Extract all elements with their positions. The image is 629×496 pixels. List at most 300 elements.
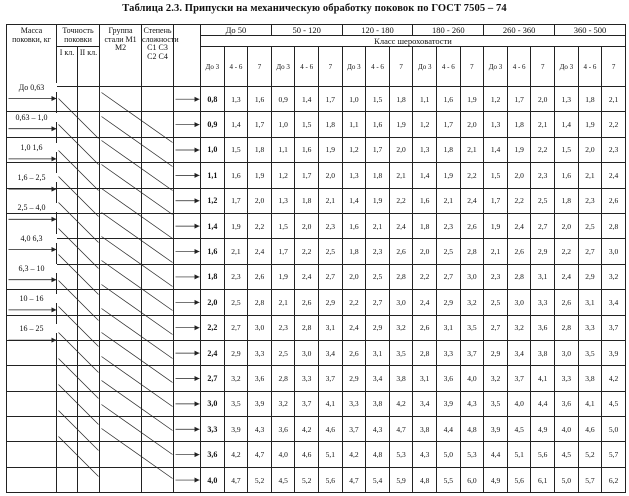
allowance-value: 2,9 bbox=[342, 366, 366, 391]
nomogram-cell bbox=[57, 417, 78, 442]
nomogram-cell bbox=[78, 366, 100, 391]
nomogram-cell bbox=[78, 239, 100, 264]
allowance-value: 6,0 bbox=[460, 467, 484, 492]
allowance-value: 3,2 bbox=[484, 366, 508, 391]
allowance-value: 3,3 bbox=[248, 340, 272, 365]
header-accuracy: Точность поковки bbox=[57, 25, 100, 47]
allowance-value: 2,6 bbox=[295, 290, 319, 315]
allowance-value: 2,4 bbox=[460, 188, 484, 213]
nomogram-cell bbox=[78, 340, 100, 365]
allowance-value: 1,1 bbox=[201, 163, 225, 188]
nomogram-cell bbox=[7, 239, 57, 264]
allowance-value: 2,7 bbox=[366, 290, 390, 315]
allowance-value: 4,3 bbox=[248, 417, 272, 442]
nomogram-cell bbox=[57, 213, 78, 238]
allowance-value: 5,3 bbox=[460, 442, 484, 467]
nomogram-cell bbox=[142, 315, 174, 340]
allowance-value: 1,5 bbox=[295, 112, 319, 137]
header-class: 4 - 6 bbox=[295, 47, 319, 87]
allowance-value: 5,0 bbox=[555, 467, 579, 492]
allowance-value: 3,9 bbox=[602, 340, 626, 365]
allowance-value: 4,2 bbox=[389, 391, 413, 416]
allowance-value: 2,7 bbox=[437, 264, 461, 289]
allowance-value: 1,9 bbox=[460, 87, 484, 112]
allowance-value: 1,4 bbox=[484, 137, 508, 162]
allowance-value: 1,2 bbox=[271, 163, 295, 188]
allowance-value: 2,0 bbox=[319, 163, 343, 188]
allowance-value: 1,6 bbox=[224, 163, 248, 188]
table-title: Таблица 2.3. Припуски на механическую обработку поковок по ГОСТ 7505 – 74 bbox=[122, 3, 507, 14]
allowance-value: 2,3 bbox=[531, 163, 555, 188]
nomogram-cell bbox=[100, 163, 142, 188]
allowance-value: 1,9 bbox=[484, 213, 508, 238]
allowance-value: 3,9 bbox=[437, 391, 461, 416]
allowance-value: 3,9 bbox=[224, 417, 248, 442]
header-class: 7 bbox=[602, 47, 626, 87]
allowance-value: 4,0 bbox=[201, 467, 225, 492]
allowance-value: 3,4 bbox=[413, 391, 437, 416]
header-class: До 3 bbox=[342, 47, 366, 87]
nomogram-cell bbox=[174, 112, 201, 137]
allowance-value: 2,0 bbox=[555, 213, 579, 238]
allowance-value: 3,0 bbox=[201, 391, 225, 416]
allowance-value: 2,3 bbox=[224, 264, 248, 289]
allowance-value: 4,2 bbox=[224, 442, 248, 467]
allowance-value: 1,6 bbox=[201, 239, 225, 264]
allowance-value: 3,6 bbox=[201, 442, 225, 467]
allowance-value: 3,5 bbox=[460, 315, 484, 340]
nomogram-cell bbox=[7, 417, 57, 442]
allowance-value: 2,2 bbox=[389, 188, 413, 213]
allowance-value: 1,7 bbox=[507, 87, 531, 112]
allowance-value: 4,9 bbox=[484, 467, 508, 492]
allowance-value: 2,8 bbox=[602, 213, 626, 238]
nomogram-cell bbox=[174, 87, 201, 112]
allowance-value: 2,1 bbox=[602, 87, 626, 112]
allowance-value: 5,2 bbox=[248, 467, 272, 492]
nomogram-cell bbox=[100, 264, 142, 289]
allowance-value: 3,3 bbox=[342, 391, 366, 416]
allowance-value: 4,5 bbox=[507, 417, 531, 442]
allowance-value: 2,7 bbox=[578, 239, 602, 264]
allowance-value: 1,7 bbox=[224, 188, 248, 213]
allowance-value: 2,1 bbox=[366, 213, 390, 238]
allowance-value: 1,5 bbox=[555, 137, 579, 162]
nomogram-cell bbox=[142, 137, 174, 162]
nomogram-cell bbox=[142, 112, 174, 137]
table-row bbox=[7, 137, 626, 162]
nomogram-cell bbox=[142, 417, 174, 442]
nomogram-cell bbox=[57, 442, 78, 467]
table-row bbox=[7, 315, 626, 340]
allowance-value: 1,3 bbox=[271, 188, 295, 213]
allowance-value: 4,7 bbox=[224, 467, 248, 492]
allowance-value: 1,6 bbox=[366, 112, 390, 137]
allowance-value: 1,9 bbox=[248, 163, 272, 188]
allowance-value: 1,5 bbox=[484, 163, 508, 188]
allowance-value: 3,3 bbox=[555, 366, 579, 391]
allowance-value: 5,9 bbox=[389, 467, 413, 492]
allowance-value: 2,1 bbox=[389, 163, 413, 188]
nomogram-cell bbox=[174, 391, 201, 416]
mass-label: 0,63 – 1,0 bbox=[7, 113, 57, 122]
nomogram-cell bbox=[142, 188, 174, 213]
allowance-value: 1,8 bbox=[413, 213, 437, 238]
allowance-value: 1,4 bbox=[224, 112, 248, 137]
nomogram-cell bbox=[142, 163, 174, 188]
allowance-value: 2,7 bbox=[484, 315, 508, 340]
allowance-value: 2,2 bbox=[555, 239, 579, 264]
allowance-value: 2,1 bbox=[531, 112, 555, 137]
allowance-value: 3,6 bbox=[248, 366, 272, 391]
allowance-value: 6,1 bbox=[531, 467, 555, 492]
allowance-value: 1,8 bbox=[507, 112, 531, 137]
allowance-value: 1,3 bbox=[484, 112, 508, 137]
allowance-value: 4,2 bbox=[295, 417, 319, 442]
header-complexity: Степень сложности С1 С3 С2 С4 bbox=[142, 25, 174, 87]
table-row bbox=[7, 87, 626, 112]
nomogram-cell bbox=[78, 87, 100, 112]
nomogram-cell bbox=[100, 290, 142, 315]
nomogram-cell bbox=[142, 340, 174, 365]
mass-label: 10 – 16 bbox=[7, 294, 57, 303]
nomogram-cell bbox=[78, 188, 100, 213]
allowance-value: 1,8 bbox=[319, 112, 343, 137]
nomogram-cell bbox=[174, 467, 201, 492]
nomogram-cell bbox=[174, 188, 201, 213]
header-class: 4 - 6 bbox=[507, 47, 531, 87]
allowance-value: 4,5 bbox=[602, 391, 626, 416]
nomogram-cell bbox=[57, 315, 78, 340]
header-steel-group: Группа стали М1 М2 bbox=[100, 25, 142, 87]
nomogram-cell bbox=[57, 391, 78, 416]
allowance-value: 3,5 bbox=[484, 391, 508, 416]
allowance-value: 2,7 bbox=[319, 264, 343, 289]
allowance-value: 1,5 bbox=[224, 137, 248, 162]
allowance-value: 4,6 bbox=[295, 442, 319, 467]
nomogram-cell bbox=[78, 391, 100, 416]
header-class: До 3 bbox=[271, 47, 295, 87]
header-class: 4 - 6 bbox=[366, 47, 390, 87]
allowance-value: 2,4 bbox=[389, 213, 413, 238]
nomogram-cell bbox=[78, 213, 100, 238]
allowance-value: 1,7 bbox=[437, 112, 461, 137]
nomogram-cell bbox=[57, 366, 78, 391]
allowance-value: 1,9 bbox=[271, 264, 295, 289]
mass-label: 6,3 – 10 bbox=[7, 264, 57, 273]
allowance-value: 1,8 bbox=[437, 137, 461, 162]
allowance-value: 2,5 bbox=[437, 239, 461, 264]
allowance-value: 2,9 bbox=[437, 290, 461, 315]
table-row bbox=[7, 467, 626, 492]
allowance-value: 1,0 bbox=[342, 87, 366, 112]
allowance-value: 2,3 bbox=[602, 137, 626, 162]
allowance-value: 3,4 bbox=[366, 366, 390, 391]
allowance-value: 2,5 bbox=[484, 290, 508, 315]
allowance-value: 3,2 bbox=[460, 290, 484, 315]
allowance-value: 2,0 bbox=[342, 264, 366, 289]
allowance-value: 2,3 bbox=[366, 239, 390, 264]
nomogram-cell bbox=[100, 87, 142, 112]
allowance-value: 2,3 bbox=[578, 188, 602, 213]
allowance-value: 5,2 bbox=[578, 442, 602, 467]
allowance-table bbox=[6, 24, 626, 493]
allowance-value: 2,3 bbox=[484, 264, 508, 289]
allowance-value: 5,0 bbox=[437, 442, 461, 467]
nomogram-cell bbox=[174, 340, 201, 365]
nomogram-cell bbox=[142, 213, 174, 238]
allowance-value: 2,5 bbox=[578, 213, 602, 238]
allowance-value: 2,1 bbox=[224, 239, 248, 264]
allowance-value: 1,1 bbox=[342, 112, 366, 137]
nomogram-cell bbox=[57, 264, 78, 289]
nomogram-cell bbox=[57, 112, 78, 137]
allowance-value: 3,4 bbox=[319, 340, 343, 365]
allowance-value: 1,4 bbox=[555, 112, 579, 137]
allowance-value: 2,4 bbox=[413, 290, 437, 315]
allowance-value: 1,8 bbox=[201, 264, 225, 289]
allowance-value: 2,6 bbox=[555, 290, 579, 315]
nomogram-cell bbox=[78, 112, 100, 137]
allowance-value: 5,7 bbox=[602, 442, 626, 467]
nomogram-cell bbox=[78, 315, 100, 340]
allowance-value: 2,8 bbox=[248, 290, 272, 315]
header-class: До 3 bbox=[413, 47, 437, 87]
allowance-value: 2,0 bbox=[531, 87, 555, 112]
nomogram-cell bbox=[100, 417, 142, 442]
nomogram-cell bbox=[142, 87, 174, 112]
allowance-value: 2,4 bbox=[295, 264, 319, 289]
allowance-value: 2,1 bbox=[578, 163, 602, 188]
allowance-value: 2,0 bbox=[295, 213, 319, 238]
allowance-value: 3,1 bbox=[578, 290, 602, 315]
allowance-value: 3,1 bbox=[319, 315, 343, 340]
mass-label: 16 – 25 bbox=[7, 324, 57, 333]
allowance-value: 3,2 bbox=[602, 264, 626, 289]
allowance-value: 3,5 bbox=[224, 391, 248, 416]
allowance-value: 4,1 bbox=[531, 366, 555, 391]
nomogram-cell bbox=[100, 340, 142, 365]
allowance-value: 1,1 bbox=[271, 137, 295, 162]
nomogram-cell bbox=[174, 213, 201, 238]
allowance-value: 5,1 bbox=[319, 442, 343, 467]
allowance-value: 1,7 bbox=[484, 188, 508, 213]
allowance-value: 1,8 bbox=[389, 87, 413, 112]
allowance-value: 4,7 bbox=[342, 467, 366, 492]
nomogram-cell bbox=[174, 290, 201, 315]
nomogram-cell bbox=[100, 112, 142, 137]
allowance-value: 3,0 bbox=[507, 290, 531, 315]
allowance-value: 2,5 bbox=[319, 239, 343, 264]
allowance-value: 2,3 bbox=[319, 213, 343, 238]
allowance-value: 1,9 bbox=[389, 112, 413, 137]
allowance-value: 2,2 bbox=[531, 137, 555, 162]
allowance-value: 3,8 bbox=[413, 417, 437, 442]
allowance-value: 3,0 bbox=[602, 239, 626, 264]
allowance-value: 3,6 bbox=[555, 391, 579, 416]
table-row bbox=[7, 417, 626, 442]
allowance-value: 2,6 bbox=[602, 188, 626, 213]
allowance-value: 1,8 bbox=[555, 188, 579, 213]
allowance-value: 2,2 bbox=[460, 163, 484, 188]
nomogram-cell bbox=[57, 239, 78, 264]
table-row bbox=[7, 213, 626, 238]
allowance-value: 4,0 bbox=[271, 442, 295, 467]
allowance-value: 2,5 bbox=[531, 188, 555, 213]
nomogram-cell bbox=[174, 315, 201, 340]
nomogram-cell bbox=[174, 417, 201, 442]
allowance-value: 2,9 bbox=[366, 315, 390, 340]
header-roughness: Класс шероховатости bbox=[201, 36, 626, 47]
allowance-value: 4,8 bbox=[460, 417, 484, 442]
nomogram-cell bbox=[174, 239, 201, 264]
header-class: 4 - 6 bbox=[224, 47, 248, 87]
allowance-value: 3,3 bbox=[437, 340, 461, 365]
allowance-value: 4,8 bbox=[366, 442, 390, 467]
header-class: 7 bbox=[460, 47, 484, 87]
allowance-value: 3,1 bbox=[366, 340, 390, 365]
allowance-value: 5,2 bbox=[295, 467, 319, 492]
allowance-value: 4,7 bbox=[248, 442, 272, 467]
allowance-value: 3,3 bbox=[201, 417, 225, 442]
allowance-value: 2,2 bbox=[413, 264, 437, 289]
allowance-value: 1,9 bbox=[507, 137, 531, 162]
allowance-value: 4,8 bbox=[413, 467, 437, 492]
table-row bbox=[7, 188, 626, 213]
allowance-value: 2,0 bbox=[248, 188, 272, 213]
nomogram-cell bbox=[100, 137, 142, 162]
header-class: 7 bbox=[248, 47, 272, 87]
table-row bbox=[7, 366, 626, 391]
mass-label: 2,5 – 4,0 bbox=[7, 203, 57, 212]
nomogram-cell bbox=[78, 442, 100, 467]
allowance-value: 3,8 bbox=[366, 391, 390, 416]
allowance-value: 1,1 bbox=[413, 87, 437, 112]
allowance-value: 1,5 bbox=[366, 87, 390, 112]
allowance-value: 1,3 bbox=[342, 163, 366, 188]
allowance-value: 1,8 bbox=[248, 137, 272, 162]
nomogram-cell bbox=[78, 264, 100, 289]
allowance-value: 1,6 bbox=[295, 137, 319, 162]
allowance-value: 2,6 bbox=[413, 315, 437, 340]
allowance-value: 2,5 bbox=[271, 340, 295, 365]
header-mass: Масса поковки, кг bbox=[7, 25, 57, 87]
allowance-value: 1,8 bbox=[342, 239, 366, 264]
allowance-value: 3,1 bbox=[413, 366, 437, 391]
header-acc-i: I кл. bbox=[57, 47, 78, 87]
nomogram-cell bbox=[57, 290, 78, 315]
header-spacer bbox=[174, 25, 201, 87]
allowance-value: 3,6 bbox=[531, 315, 555, 340]
allowance-value: 5,3 bbox=[389, 442, 413, 467]
allowance-value: 2,1 bbox=[271, 290, 295, 315]
header-acc-ii: II кл. bbox=[78, 47, 100, 87]
allowance-value: 3,2 bbox=[389, 315, 413, 340]
allowance-value: 2,4 bbox=[507, 213, 531, 238]
allowance-value: 1,7 bbox=[319, 87, 343, 112]
allowance-value: 1,6 bbox=[437, 87, 461, 112]
nomogram-cell bbox=[142, 391, 174, 416]
allowance-value: 3,5 bbox=[578, 340, 602, 365]
allowance-value: 3,5 bbox=[389, 340, 413, 365]
nomogram-cell bbox=[100, 315, 142, 340]
header-class: 4 - 6 bbox=[437, 47, 461, 87]
header-class: До 3 bbox=[555, 47, 579, 87]
nomogram-cell bbox=[57, 467, 78, 492]
nomogram-cell bbox=[78, 137, 100, 162]
allowance-value: 3,8 bbox=[578, 366, 602, 391]
allowance-value: 1,4 bbox=[295, 87, 319, 112]
allowance-value: 3,7 bbox=[295, 391, 319, 416]
header-range: 360 - 500 bbox=[555, 25, 626, 36]
allowance-value: 4,3 bbox=[413, 442, 437, 467]
nomogram-cell bbox=[57, 188, 78, 213]
allowance-value: 4,4 bbox=[484, 442, 508, 467]
allowance-value: 2,4 bbox=[602, 163, 626, 188]
nomogram-cell bbox=[7, 391, 57, 416]
allowance-value: 2,2 bbox=[295, 239, 319, 264]
allowance-value: 2,4 bbox=[555, 264, 579, 289]
table-row bbox=[7, 442, 626, 467]
allowance-value: 3,1 bbox=[531, 264, 555, 289]
mass-label: 1,6 – 2,5 bbox=[7, 173, 57, 182]
allowance-value: 1,6 bbox=[413, 188, 437, 213]
allowance-value: 2,2 bbox=[507, 188, 531, 213]
allowance-value: 2,8 bbox=[295, 315, 319, 340]
allowance-value: 5,6 bbox=[531, 442, 555, 467]
allowance-value: 5,5 bbox=[437, 467, 461, 492]
allowance-value: 2,0 bbox=[507, 163, 531, 188]
nomogram-cell bbox=[174, 442, 201, 467]
allowance-value: 2,0 bbox=[460, 112, 484, 137]
header-range: 50 - 120 bbox=[271, 25, 342, 36]
allowance-value: 3,9 bbox=[248, 391, 272, 416]
allowance-value: 2,4 bbox=[342, 315, 366, 340]
allowance-value: 1,7 bbox=[271, 239, 295, 264]
table-row bbox=[7, 112, 626, 137]
allowance-value: 5,6 bbox=[319, 467, 343, 492]
allowance-value: 3,3 bbox=[295, 366, 319, 391]
allowance-value: 3,6 bbox=[437, 366, 461, 391]
allowance-value: 2,8 bbox=[413, 340, 437, 365]
nomogram-cell bbox=[174, 137, 201, 162]
allowance-value: 2,8 bbox=[555, 315, 579, 340]
nomogram-cell bbox=[142, 264, 174, 289]
nomogram-cell bbox=[57, 137, 78, 162]
allowance-value: 4,3 bbox=[460, 391, 484, 416]
allowance-value: 2,2 bbox=[248, 213, 272, 238]
allowance-value: 4,0 bbox=[460, 366, 484, 391]
allowance-value: 4,6 bbox=[319, 417, 343, 442]
allowance-value: 2,3 bbox=[271, 315, 295, 340]
allowance-value: 1,4 bbox=[342, 188, 366, 213]
nomogram-cell bbox=[142, 366, 174, 391]
nomogram-cell bbox=[174, 264, 201, 289]
allowance-value: 3,8 bbox=[531, 340, 555, 365]
allowance-value: 3,0 bbox=[460, 264, 484, 289]
allowance-value: 2,2 bbox=[602, 112, 626, 137]
allowance-value: 3,3 bbox=[578, 315, 602, 340]
allowance-value: 5,6 bbox=[507, 467, 531, 492]
allowance-value: 3,0 bbox=[248, 315, 272, 340]
allowance-value: 3,2 bbox=[507, 315, 531, 340]
allowance-value: 2,5 bbox=[224, 290, 248, 315]
allowance-value: 3,7 bbox=[602, 315, 626, 340]
allowance-value: 2,1 bbox=[319, 188, 343, 213]
allowance-value: 2,4 bbox=[248, 239, 272, 264]
allowance-value: 1,6 bbox=[555, 163, 579, 188]
allowance-value: 1,8 bbox=[295, 188, 319, 213]
